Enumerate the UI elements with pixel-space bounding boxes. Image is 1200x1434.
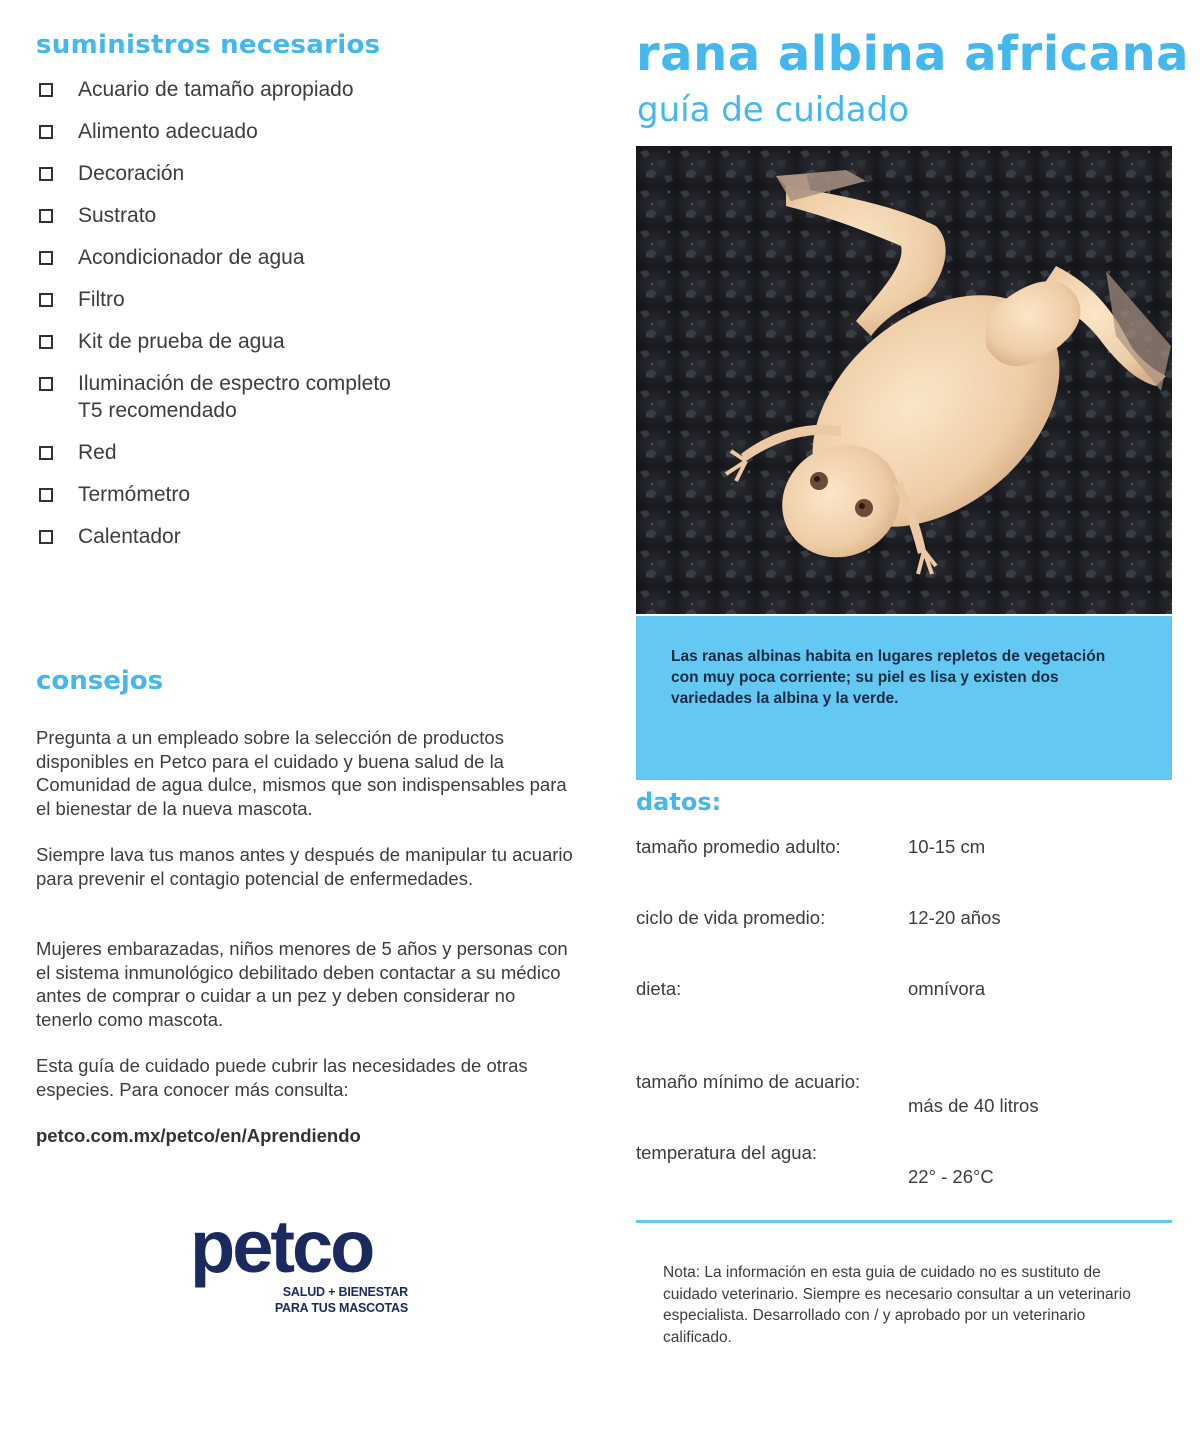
fact-value: 10-15 cm <box>908 836 986 857</box>
frog-photo <box>636 146 1172 614</box>
supply-label: Decoración <box>78 162 185 185</box>
page-title: rana albina africana <box>636 26 1190 82</box>
supply-label: Kit de prueba de agua <box>78 330 285 353</box>
supply-item <box>36 286 536 313</box>
supply-label: Calentador <box>78 525 181 548</box>
petco-logo <box>190 1205 430 1320</box>
checkbox-icon[interactable] <box>39 125 53 139</box>
checkbox-icon[interactable] <box>39 251 53 265</box>
fact-value: 12-20 años <box>908 907 1001 928</box>
info-box <box>636 616 1172 780</box>
divider <box>636 1220 1172 1223</box>
page-subtitle: guía de cuidado <box>637 90 910 130</box>
fact-label: dieta: <box>636 978 682 999</box>
checkbox-icon[interactable] <box>39 293 53 307</box>
logo-tagline: SALUD + BIENESTAR <box>282 1285 408 1299</box>
supply-label: Sustrato <box>78 204 157 227</box>
fact-value: omnívora <box>908 978 986 999</box>
fact-value: más de 40 litros <box>908 1095 1039 1116</box>
supply-label: Alimento adecuado <box>78 120 258 143</box>
checkbox-icon[interactable] <box>39 377 53 391</box>
supply-item <box>36 439 536 466</box>
checkbox-icon[interactable] <box>39 530 53 544</box>
supply-label: Iluminación de espectro completo <box>78 372 391 395</box>
disclaimer-note: Nota: La información en esta guia de cuidado no es sustituto de cuidado veterinario. Siempre es necesario consultar a un veterinario especialista. Desarrollado con / y aprobado por un veterinario calificado. <box>663 1264 1131 1346</box>
supply-item <box>36 370 536 424</box>
facts-heading: datos: <box>636 788 722 816</box>
supply-item <box>36 118 536 145</box>
tip-paragraph: Pregunta a un empleado sobre la selección de productos disponibles en Petco para el cuidado y buena salud de la Comunidad de agua dulce, mismos que son indispensables para el bienestar de la nueva mascota. <box>36 727 567 819</box>
checkbox-icon[interactable] <box>39 83 53 97</box>
fact-label: tamaño mínimo de acuario: <box>636 1071 861 1092</box>
supplies-checklist <box>36 76 536 550</box>
logo-wordmark: petco <box>190 1205 373 1288</box>
supply-label: Termómetro <box>78 483 191 506</box>
supply-item <box>36 202 536 229</box>
checkbox-icon[interactable] <box>39 167 53 181</box>
supply-item <box>36 76 536 103</box>
supply-item <box>36 244 536 271</box>
tip-paragraph: Siempre lava tus manos antes y después de manipular tu acuario para prevenir el contagio potencial de enfermedades. <box>36 844 573 889</box>
learn-more-link[interactable]: petco.com.mx/petco/en/Aprendiendo <box>36 1125 361 1146</box>
fact-label: ciclo de vida promedio: <box>636 907 826 928</box>
tip-paragraph: Mujeres embarazadas, niños menores de 5 años y personas con el sistema inmunológico debilitado deben contactar a su médico antes de comprar o cuidar a un pez y deben considerar no tenerlo como mascota. <box>36 938 568 1030</box>
logo-tagline: PARA TUS MASCOTAS <box>274 1301 408 1315</box>
supply-label: Acondicionador de agua <box>78 246 305 269</box>
supply-item <box>36 481 536 508</box>
tip-paragraph: Esta guía de cuidado puede cubrir las necesidades de otras especies. Para conocer más consulta: <box>36 1055 528 1100</box>
checkbox-icon[interactable] <box>39 488 53 502</box>
checkbox-icon[interactable] <box>39 209 53 223</box>
fact-value: 22° - 26°C <box>908 1166 994 1187</box>
info-box-text: Las ranas albinas habita en lugares repletos de vegetación con muy poca corriente; su piel es lisa y existen dos variedades la albina y la verde. <box>671 648 1106 707</box>
tips-heading: consejos <box>36 666 164 696</box>
supply-label: Acuario de tamaño apropiado <box>78 78 354 101</box>
supplies-heading: suministros necesarios <box>36 30 381 60</box>
fact-label: tamaño promedio adulto: <box>636 836 841 857</box>
supply-label: Filtro <box>78 288 125 311</box>
checkbox-icon[interactable] <box>39 446 53 460</box>
frog-illustration <box>636 146 1172 614</box>
supply-item <box>36 160 536 187</box>
supply-item <box>36 328 536 355</box>
supply-item <box>36 523 536 550</box>
fact-label: temperatura del agua: <box>636 1142 818 1163</box>
supply-label-line-2: T5 recomendado <box>78 399 237 422</box>
checkbox-icon[interactable] <box>39 335 53 349</box>
supply-label: Red <box>78 441 117 464</box>
